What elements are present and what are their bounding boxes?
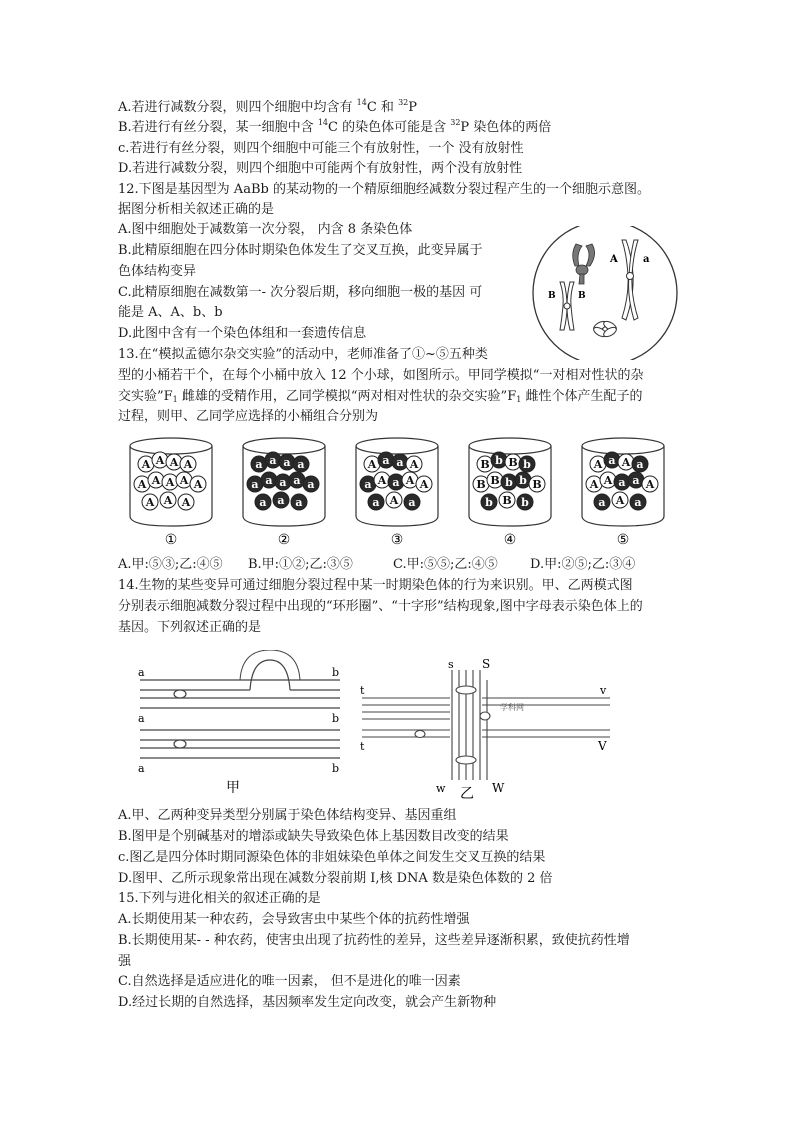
q12-option-c-line1: C.此精原细胞在减数第一- 次分裂后期，移向细胞一极的基因 可 bbox=[118, 285, 483, 300]
ball-label: A bbox=[621, 456, 631, 469]
jia-gene-a1: a bbox=[138, 666, 145, 679]
ball-label: A bbox=[589, 478, 599, 491]
ball-label: B bbox=[508, 456, 518, 469]
ball-label: B bbox=[480, 458, 490, 471]
ball-label: A bbox=[169, 456, 179, 469]
ball-label: A bbox=[145, 496, 155, 509]
q13-stem-line4: 过程，则甲、乙同学应选择的小桶组合分别为 bbox=[118, 409, 379, 424]
gene-label-B-left: B bbox=[548, 291, 556, 301]
ball-label: a bbox=[295, 496, 303, 509]
yi-gene-V: V bbox=[598, 739, 607, 753]
q11-option-b: B.若进行有丝分裂，某一细胞中含 $^{14}$C 的染色体可能是含 $^{32}$P 染色体的两倍 bbox=[118, 118, 552, 135]
jia-gene-b1: b bbox=[332, 666, 340, 679]
ball-label: A bbox=[389, 494, 399, 507]
q12-option-a: A.图中细胞处于减数第一次分裂， 内含 8 条染色体 bbox=[118, 222, 413, 237]
ball-label: A bbox=[183, 458, 193, 471]
q12-option-d: D.此图中含有一个染色体组和一套遗传信息 bbox=[118, 326, 367, 341]
jar-2 bbox=[243, 438, 325, 548]
ball-label: a bbox=[364, 478, 372, 491]
gene-label-a: a bbox=[643, 254, 650, 265]
q15-option-b-line2: 强 bbox=[118, 954, 132, 969]
chromosome-Aa bbox=[622, 240, 638, 320]
ball-label: A bbox=[151, 474, 161, 487]
ball-label: a bbox=[372, 496, 380, 509]
ball-label: a bbox=[392, 476, 400, 489]
ball-label: a bbox=[608, 454, 616, 467]
chromosome-BB bbox=[560, 282, 574, 330]
ball-label: A bbox=[615, 494, 625, 507]
q14-stem-line3: 基因。下列叙述正确的是 bbox=[118, 620, 262, 635]
ball-label: a bbox=[382, 454, 390, 467]
ball-label: B bbox=[476, 478, 486, 491]
q13-stem-line3: 交实验$”F_1$ 雌雄的受精作用，乙同学模拟“两对相对性状的杂交实验$”F_1$ 雌性个体产生配子的 bbox=[118, 389, 643, 404]
ball-label: A bbox=[377, 474, 387, 487]
ball-label: b bbox=[495, 454, 503, 467]
ball-label: a bbox=[259, 496, 267, 509]
ball-label: b bbox=[505, 476, 513, 489]
q15-option-a: A.长期使用某一种农药，会导致害虫中某些个体的抗药性增强 bbox=[118, 912, 470, 927]
ball-label: A bbox=[419, 478, 429, 491]
ball-label: b bbox=[521, 496, 529, 509]
q11-option-a: A.若进行减数分裂，则四个细胞中均含有 $^{14}$C 和 $^{32}$P bbox=[118, 98, 417, 115]
ball-label: b bbox=[519, 474, 527, 487]
yi-label: 乙 bbox=[460, 786, 474, 800]
yi-gene-v: v bbox=[600, 684, 607, 697]
ball-label: a bbox=[297, 458, 305, 471]
ball-label: a bbox=[632, 474, 640, 487]
jar-number: ③ bbox=[390, 532, 404, 548]
ball-label: A bbox=[163, 494, 173, 507]
ball-label: A bbox=[193, 478, 203, 491]
ball-label: a bbox=[279, 476, 287, 489]
ball-label: a bbox=[251, 478, 259, 491]
ball-label: A bbox=[593, 458, 603, 471]
ball-label: a bbox=[283, 456, 291, 469]
ball-label: B bbox=[502, 494, 512, 507]
q15-option-d: D.经过长期的自然选择，基因频率发生定向改变，就会产生新物种 bbox=[118, 995, 497, 1010]
chromosome-dark bbox=[573, 244, 595, 284]
gene-label-A: A bbox=[610, 254, 618, 265]
jar-number: ④ bbox=[503, 532, 517, 548]
q14-stem-line1: 14.生物的某些变异可通过细胞分裂过程中某一时期染色体的行为来识别。甲、乙两模式图 bbox=[118, 578, 633, 593]
ball-label: a bbox=[618, 476, 626, 489]
q13-option-c: C.甲:⑤⑤;乙:④⑤ bbox=[393, 557, 498, 572]
q13-stem-line2: 型的小桶若干个，在每个小桶中放入 12 个小球，如图所示。甲同学模拟“一对相对性状的杂 bbox=[118, 368, 644, 383]
q14-option-b: B.图甲是个别碱基对的增添或缺失导致染色体上基因数目改变的结果 bbox=[118, 829, 509, 844]
jia-gene-b2: b bbox=[332, 712, 340, 725]
ball-label: b bbox=[523, 458, 531, 471]
ball-label: A bbox=[155, 454, 165, 467]
q12-option-c-line2: 能是 A、A、b、b bbox=[118, 305, 223, 320]
q15-option-b-line1: B.长期使用某- - 种农药，使害虫出现了抗药性的差异，这些差异逐渐积累，致使抗药性增 bbox=[118, 933, 630, 948]
ball-label: A bbox=[405, 474, 415, 487]
q13-option-a: A.甲:⑤③;乙:④⑤ bbox=[118, 557, 223, 572]
q14-option-c: c.图乙是四分体时期同源染色体的非姐妹染色单体之间发生交叉互换的结果 bbox=[118, 850, 546, 865]
jia-gene-b3: b bbox=[332, 762, 340, 775]
jia-gene-a2: a bbox=[138, 712, 145, 725]
ball-label: a bbox=[634, 496, 642, 509]
ball-label: a bbox=[277, 494, 285, 507]
q13-option-b: B.甲:①②;乙:③⑤ bbox=[248, 557, 353, 572]
q13-stem-line1: 13.在“模拟孟德尔杂交实验”的活动中，老师准备了①~⑤五种类 bbox=[118, 347, 488, 362]
ball-label: b bbox=[485, 496, 493, 509]
ball-label: a bbox=[396, 456, 404, 469]
ball-label: A bbox=[165, 476, 175, 489]
ball-label: a bbox=[636, 458, 644, 471]
jia-gene-a3: a bbox=[138, 762, 145, 775]
ball-label: A bbox=[141, 458, 151, 471]
jar-number: ⑤ bbox=[616, 532, 630, 548]
yi-gene-t2: t bbox=[360, 740, 365, 753]
ball-label: A bbox=[367, 458, 377, 471]
ball-label: B bbox=[490, 474, 500, 487]
gene-label-B-right: B bbox=[578, 291, 586, 301]
jar-number: ① bbox=[164, 532, 178, 548]
q12-stem-line2: 据图分析相关叙述正确的是 bbox=[118, 202, 275, 217]
ball-label: a bbox=[269, 454, 277, 467]
q15-option-c: C.自然选择是适应进化的唯一因素， 但不是进化的唯一因素 bbox=[118, 974, 461, 989]
ball-label: A bbox=[137, 478, 147, 491]
q13-option-d: D.甲:②⑤;乙:③④ bbox=[530, 557, 636, 572]
ball-label: a bbox=[265, 474, 273, 487]
jars-figure bbox=[128, 436, 668, 552]
ball-label: a bbox=[598, 496, 606, 509]
jar-1 bbox=[130, 438, 212, 548]
yi-watermark: 学科网 bbox=[500, 703, 524, 712]
chromosome-small bbox=[592, 319, 618, 338]
yi-gene-t1: t bbox=[360, 684, 365, 697]
q11-option-c: c.若进行有丝分裂，则四个细胞中可能三个有放射性，一个 没有放射性 bbox=[118, 141, 524, 156]
figure-yi bbox=[362, 670, 610, 780]
q12-option-b-line2: 色体结构变异 bbox=[118, 264, 197, 279]
ball-label: A bbox=[181, 496, 191, 509]
ball-label: a bbox=[293, 474, 301, 487]
jar-number: ② bbox=[277, 532, 291, 548]
cell-diagram bbox=[530, 226, 680, 364]
yi-gene-s: s bbox=[448, 658, 454, 671]
ball-label: B bbox=[532, 478, 542, 491]
q12-stem-line1: 12.下图是基因型为 AaBb 的某动物的一个精原细胞经减数分裂过程产生的一个细胞示意图。 bbox=[118, 182, 650, 197]
figure-jia bbox=[140, 650, 340, 758]
yi-gene-S: S bbox=[482, 657, 491, 671]
q14-option-d: D.图甲、乙所示现象常出现在减数分裂前期 I,核 DNA 数是染色体数的 2 倍 bbox=[118, 871, 553, 886]
q11-option-d: D.若进行减数分裂，则四个细胞中可能两个有放射性，两个没有放射性 bbox=[118, 161, 523, 176]
q15-stem: 15.下列与进化相关的叙述正确的是 bbox=[118, 891, 321, 906]
ball-label: A bbox=[409, 458, 419, 471]
jar-3 bbox=[356, 438, 438, 548]
ball-label: a bbox=[408, 496, 416, 509]
jia-label: 甲 bbox=[226, 780, 240, 796]
chromosome-variation-figure bbox=[130, 650, 630, 804]
jar-4 bbox=[469, 438, 551, 548]
ball-label: a bbox=[255, 458, 263, 471]
ball-label: A bbox=[645, 478, 655, 491]
ball-label: A bbox=[179, 474, 189, 487]
q12-option-b-line1: B.此精原细胞在四分体时期染色体发生了交叉互换，此变异属于 bbox=[118, 243, 483, 258]
ball-label: A bbox=[603, 474, 613, 487]
q14-option-a: A.甲、乙两种变异类型分别属于染色体结构变异、基因重组 bbox=[118, 808, 457, 823]
q14-stem-line2: 分别表示细胞减数分裂过程中出现的“环形圈”、“十字形”结构现象,图中字母表示染色体上的 bbox=[118, 599, 643, 614]
jar-5 bbox=[582, 438, 664, 548]
yi-gene-W: W bbox=[492, 781, 505, 795]
ball-label: a bbox=[307, 478, 315, 491]
yi-gene-w: w bbox=[436, 782, 446, 795]
